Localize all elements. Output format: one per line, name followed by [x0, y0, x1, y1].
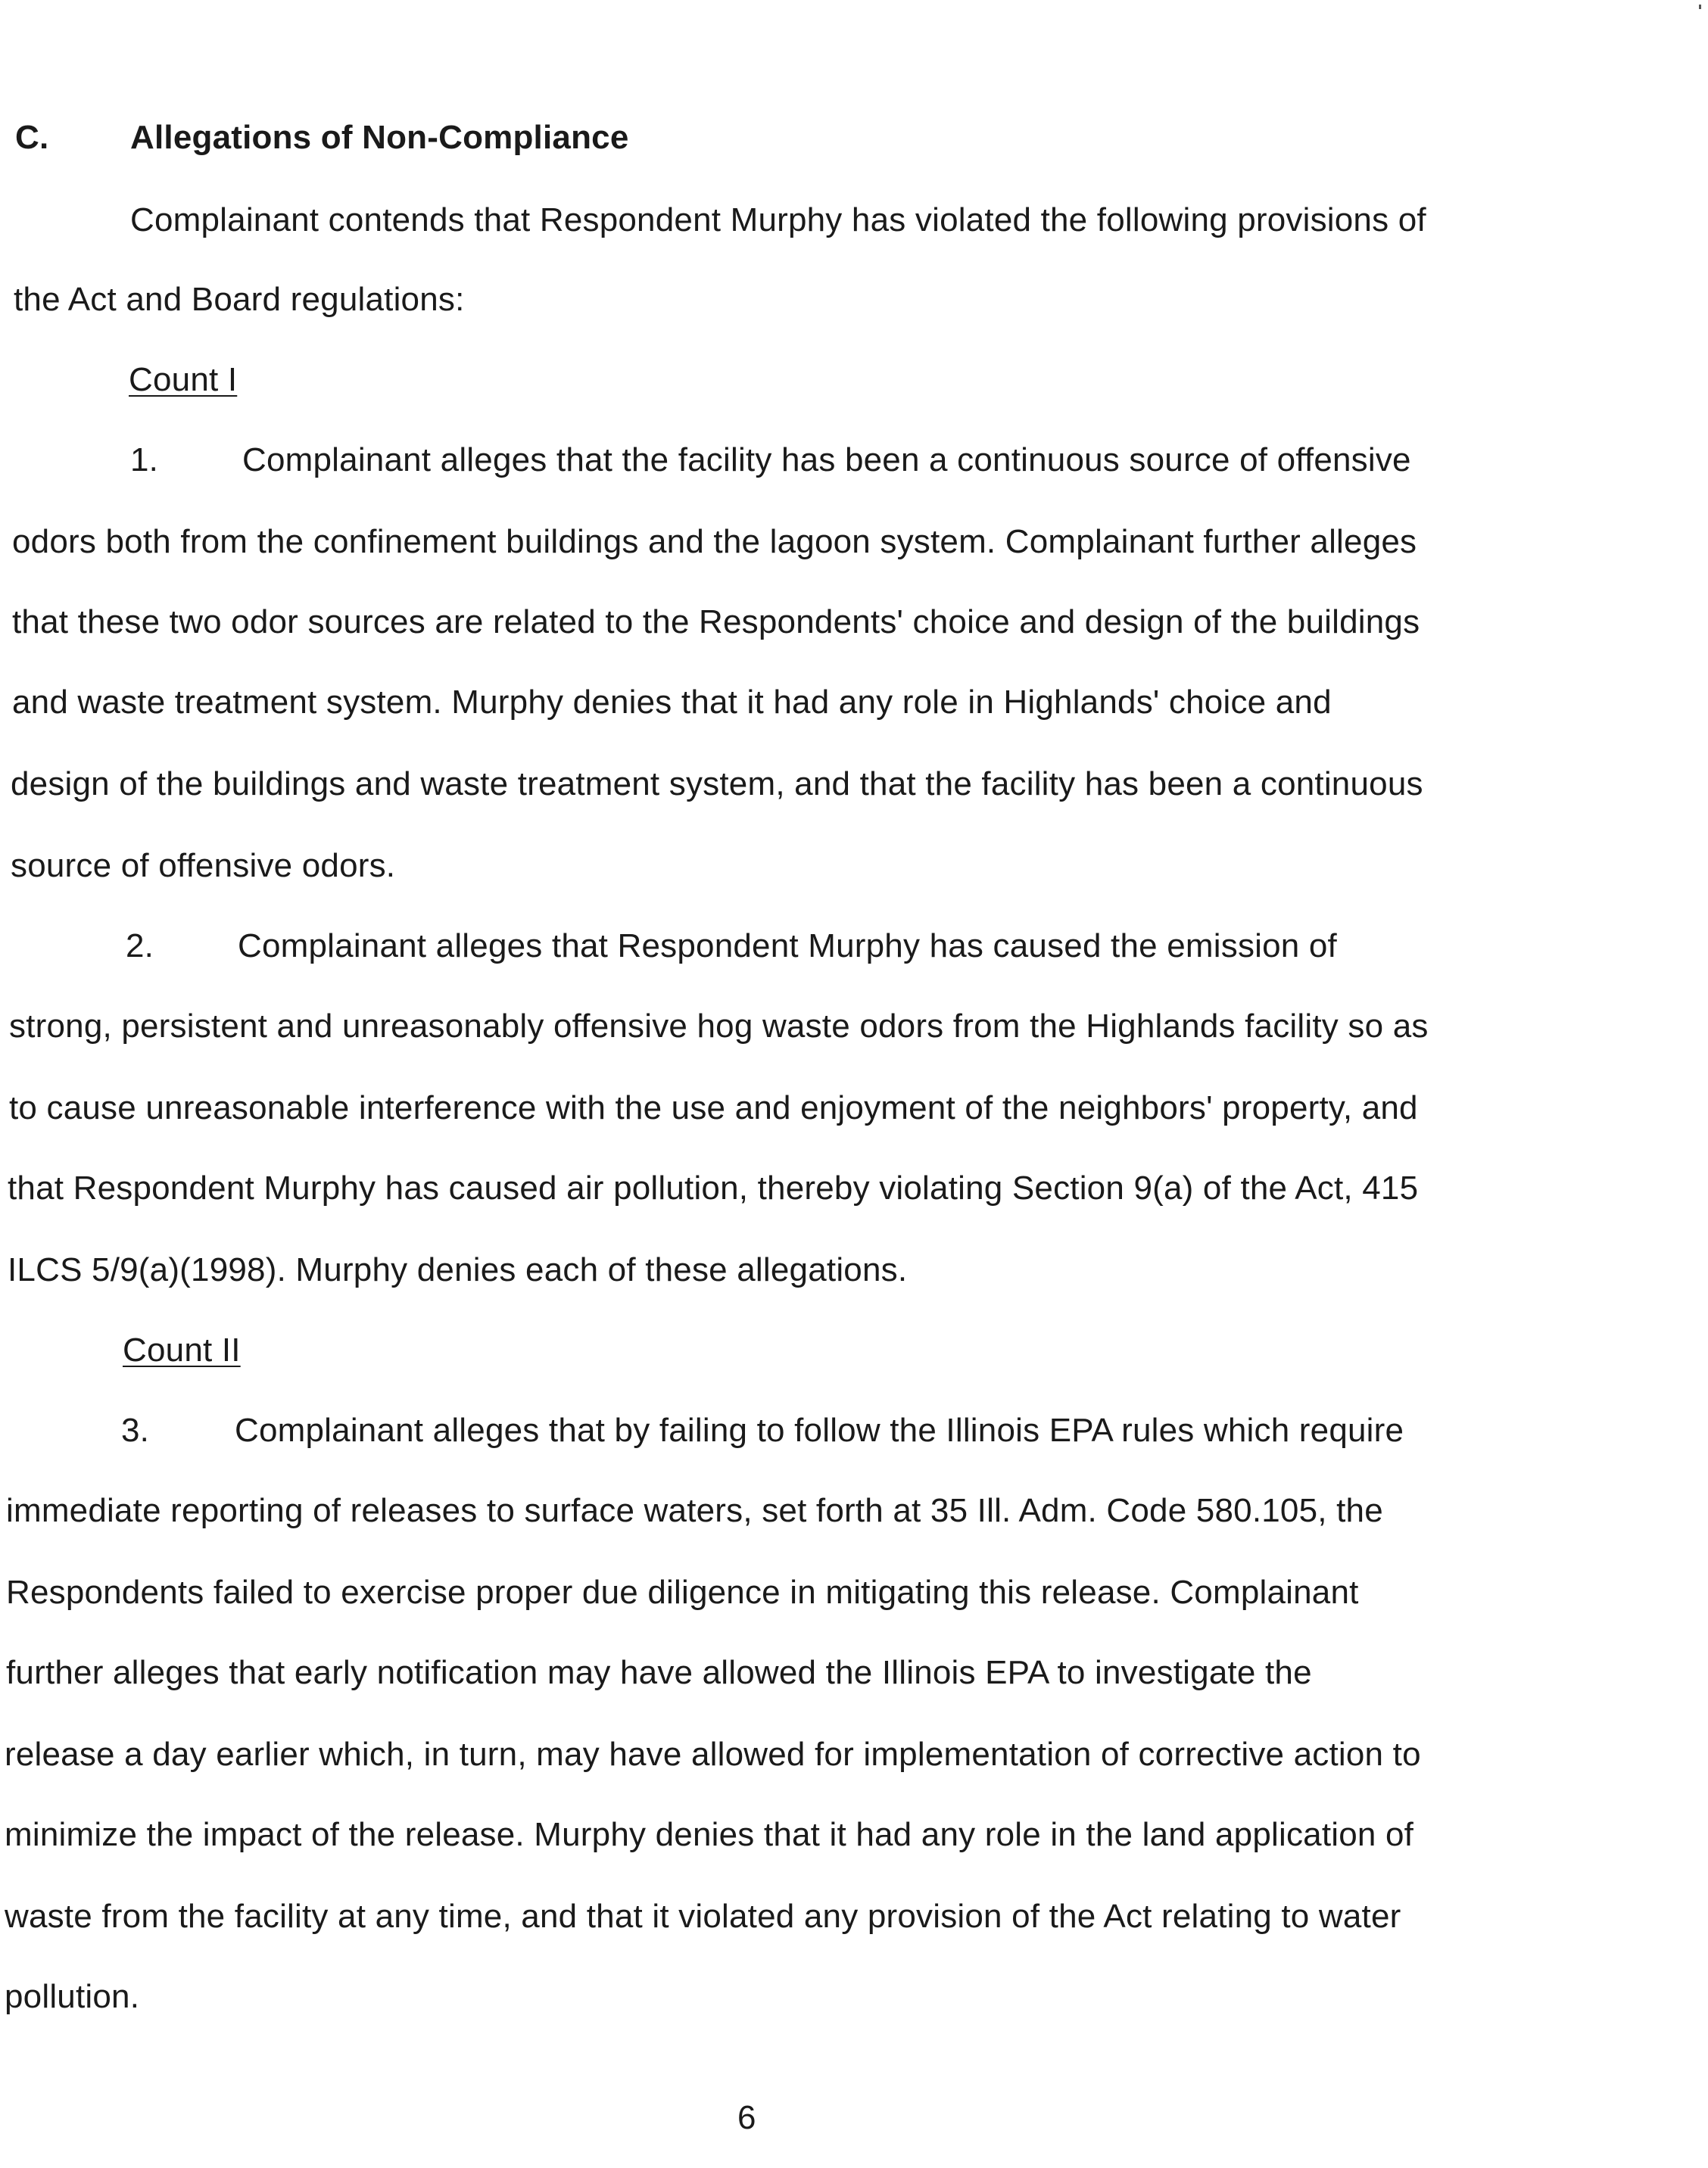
paragraph-2-line: ILCS 5/9(a)(1998). Murphy denies each of these allegations. [8, 1251, 908, 1288]
paragraph-1-line: source of offensive odors. [11, 847, 396, 884]
paragraph-3-line: minimize the impact of the release. Murphy denies that it had any role in the land application of [5, 1816, 1414, 1853]
paragraph-3-number: 3. [121, 1412, 150, 1449]
paragraph-1-line: and waste treatment system. Murphy denies that it had any role in Highlands' choice and [12, 684, 1332, 721]
paragraph-1-line: design of the buildings and waste treatment system, and that the facility has been a continuous [11, 765, 1423, 802]
paragraph-2-line: to cause unreasonable interference with the use and enjoyment of the neighbors' property, and [9, 1089, 1418, 1126]
section-title: Allegations of Non-Compliance [130, 119, 629, 156]
paragraph-1-number: 1. [130, 441, 159, 478]
paragraph-3-line: pollution. [5, 1978, 140, 2015]
intro-line-1: Complainant contends that Respondent Murphy has violated the following provisions of [130, 201, 1426, 238]
intro-line-2: the Act and Board regulations: [14, 281, 465, 318]
paragraph-2-line: strong, persistent and unreasonably offensive hog waste odors from the Highlands facility so as [9, 1008, 1429, 1045]
paragraph-1-line: Complainant alleges that the facility has been a continuous source of offensive [242, 441, 1411, 478]
paragraph-2-line: Complainant alleges that Respondent Murphy has caused the emission of [238, 927, 1337, 964]
section-letter: C. [15, 119, 49, 156]
paragraph-3-line: release a day earlier which, in turn, may have allowed for implementation of corrective action to [5, 1736, 1421, 1773]
scan-mark [1699, 5, 1701, 9]
paragraph-1-line: that these two odor sources are related to the Respondents' choice and design of the buildings [12, 603, 1420, 640]
paragraph-2-number: 2. [126, 927, 154, 964]
count-i-heading: Count I [129, 361, 238, 398]
paragraph-3-line: Complainant alleges that by failing to follow the Illinois EPA rules which require [235, 1412, 1404, 1449]
page-number: 6 [737, 2099, 756, 2136]
paragraph-3-line: Respondents failed to exercise proper due diligence in mitigating this release. Complainant [6, 1574, 1359, 1611]
count-ii-heading: Count II [123, 1332, 241, 1369]
paragraph-3-line: waste from the facility at any time, and that it violated any provision of the Act relating to water [5, 1898, 1401, 1935]
paragraph-3-line: immediate reporting of releases to surface waters, set forth at 35 Ill. Adm. Code 580.105, the [6, 1492, 1383, 1529]
paragraph-1-line: odors both from the confinement buildings and the lagoon system. Complainant further alleges [12, 523, 1417, 560]
paragraph-3-line: further alleges that early notification may have allowed the Illinois EPA to investigate the [6, 1654, 1312, 1691]
paragraph-2-line: that Respondent Murphy has caused air pollution, thereby violating Section 9(a) of the Act, 415 [8, 1170, 1419, 1207]
